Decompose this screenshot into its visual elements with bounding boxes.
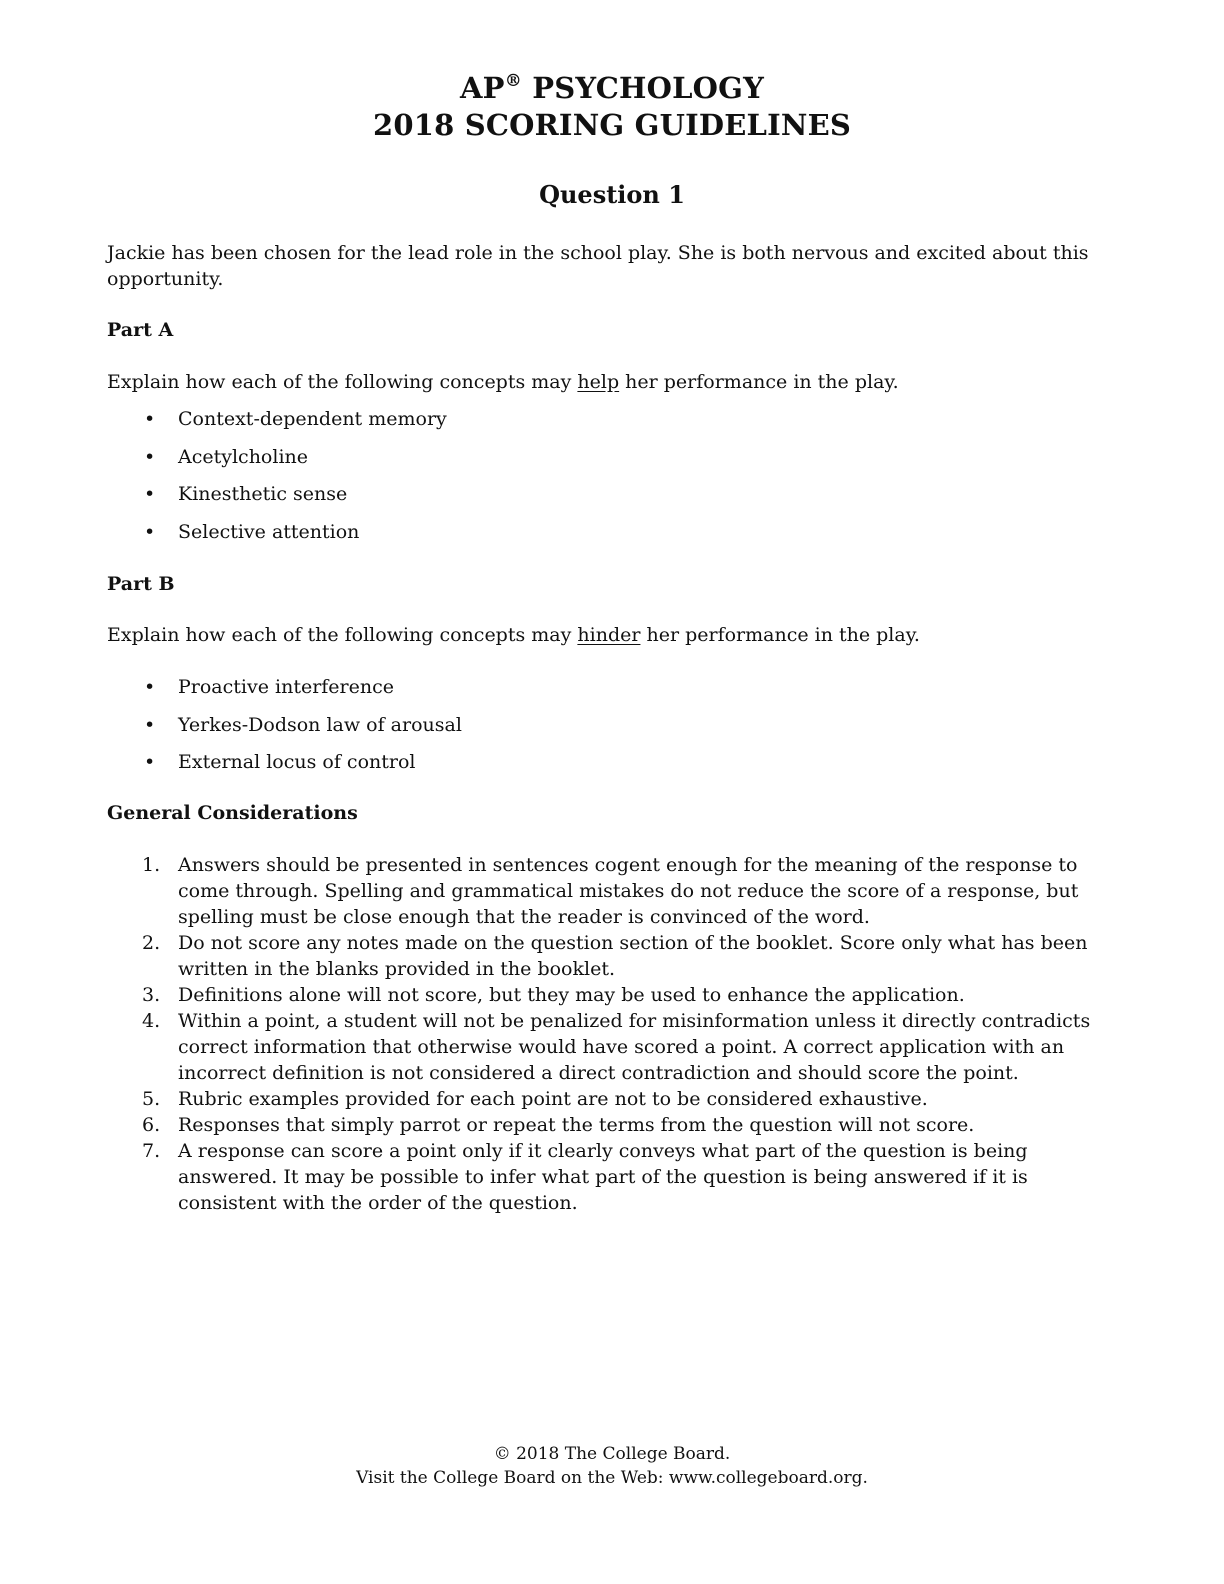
concept-label: Selective attention [178, 520, 360, 543]
list-item [140, 749, 462, 787]
part-b-instruction-after: her performance in the play. [640, 624, 920, 646]
bullet-icon: • [144, 713, 156, 736]
part-a-instruction-before: Explain how each of the following concepts may [107, 371, 578, 393]
concept-label: External locus of control [178, 751, 416, 773]
question-prompt: Jackie has been chosen for the lead role in the school play. She is both nervous and excited about this opportunity. [107, 242, 1089, 290]
page-footer [0, 1442, 1224, 1490]
bullet-icon: • [144, 408, 156, 430]
item-text: Do not score any notes made on the question section of the booklet. Score only what has been written in the blanks provided in the booklet. [178, 932, 1088, 980]
list-item [140, 712, 462, 750]
bullet-icon: • [144, 520, 156, 543]
list-item [140, 1008, 1120, 1086]
document-header [0, 70, 1224, 144]
general-considerations-list [140, 852, 1120, 1216]
part-a-concept-list [140, 406, 447, 556]
part-b-heading: Part B [107, 573, 175, 595]
website-notice: Visit the College Board on the Web: www.collegeboard.org. [356, 1468, 868, 1488]
list-item [140, 406, 447, 444]
header-line-1 [0, 70, 1224, 107]
item-text: Responses that simply parrot or repeat the terms from the question will not score. [178, 1114, 975, 1136]
list-item [140, 481, 447, 519]
bullet-icon: • [144, 676, 156, 698]
part-b-instruction [107, 622, 1117, 648]
item-number: 6. [142, 1114, 161, 1136]
part-b-instruction-before: Explain how each of the following concepts may [107, 624, 578, 646]
concept-label: Acetylcholine [178, 445, 309, 468]
concept-label: Proactive interference [178, 676, 395, 698]
list-item [140, 852, 1120, 930]
part-a-instruction-after: her performance in the play. [619, 371, 899, 393]
part-a-instruction-emphasis: help [577, 371, 620, 393]
copyright-notice: © 2018 The College Board. [493, 1444, 731, 1464]
part-b-concept-list [140, 674, 462, 787]
part-a-heading: Part A [107, 319, 174, 341]
list-item [140, 930, 1120, 982]
concept-label: Yerkes-Dodson law of arousal [178, 713, 462, 736]
item-text: Within a point, a student will not be penalized for misinformation unless it directly contradicts correct information that otherwise would have scored a point. A correct application with an incorrect definition is not considered a direct contradiction and should score the point. [178, 1010, 1091, 1084]
item-number: 5. [142, 1088, 161, 1110]
concept-label: Kinesthetic sense [178, 483, 348, 505]
item-text: Answers should be presented in sentences cogent enough for the meaning of the response to come through. Spelling and grammatical mistakes do not reduce the score of a response, but spelling must be close enough that the reader is convinced of the word. [178, 854, 1079, 928]
item-number: 7. [142, 1140, 161, 1162]
list-item [140, 1112, 1120, 1138]
item-number: 3. [142, 984, 161, 1006]
list-item [140, 674, 462, 712]
bullet-icon: • [144, 483, 156, 505]
list-item [140, 519, 447, 557]
general-considerations-heading: General Considerations [107, 802, 358, 824]
header-ap: AP [459, 71, 505, 105]
registered-mark: ® [504, 71, 522, 91]
item-text: Rubric examples provided for each point are not to be considered exhaustive. [178, 1088, 928, 1110]
item-number: 1. [142, 854, 161, 876]
bullet-icon: • [144, 751, 156, 773]
concept-label: Context-dependent memory [178, 408, 447, 430]
list-item [140, 1138, 1120, 1216]
item-number: 4. [142, 1010, 161, 1032]
question-title: Question 1 [539, 180, 685, 209]
header-line-2: 2018 SCORING GUIDELINES [372, 108, 852, 142]
header-subject: PSYCHOLOGY [521, 71, 765, 105]
item-number: 2. [142, 932, 161, 954]
item-text: Definitions alone will not score, but they may be used to enhance the application. [178, 984, 965, 1006]
item-text: A response can score a point only if it clearly conveys what part of the question is being answered. It may be possible to infer what part of the question is being answered if it is consistent with the order of the question. [178, 1140, 1028, 1214]
part-a-instruction [107, 369, 1117, 395]
list-item [140, 444, 447, 482]
list-item [140, 982, 1120, 1008]
bullet-icon: • [144, 445, 156, 468]
part-b-instruction-emphasis: hinder [577, 624, 641, 646]
list-item [140, 1086, 1120, 1112]
